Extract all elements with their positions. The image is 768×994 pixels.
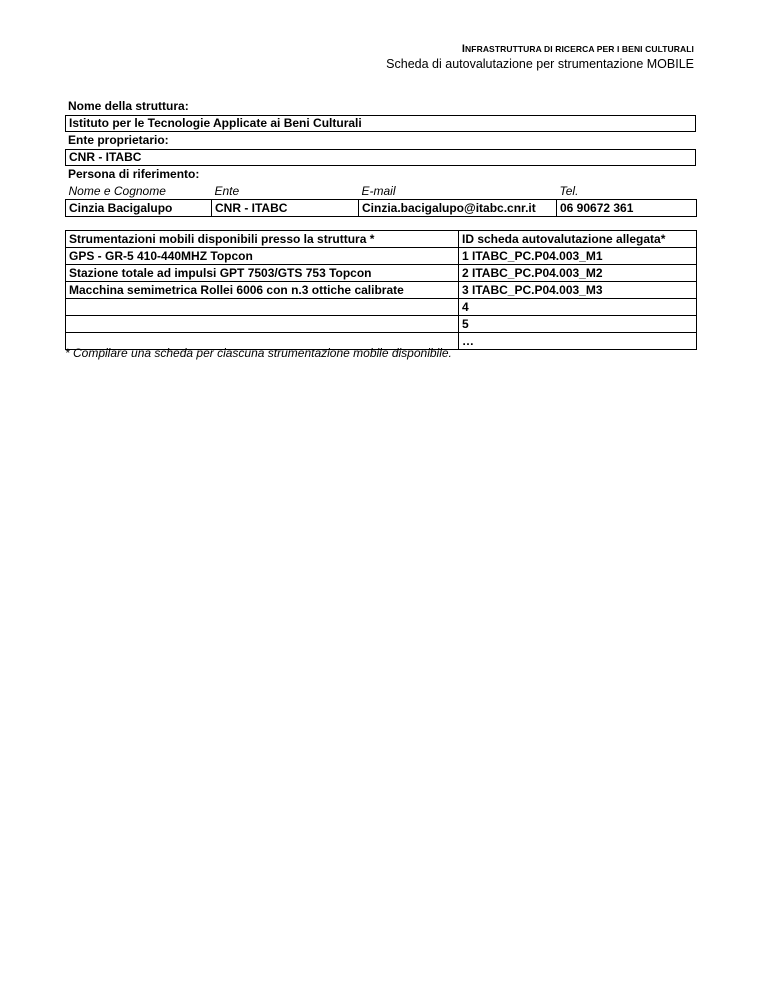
instrument-name	[66, 299, 459, 316]
instrument-name	[66, 316, 459, 333]
instrument-id: 1 ITABC_PC.P04.003_M1	[459, 248, 697, 265]
contact-email-value: Cinzia.bacigalupo@itabc.cnr.it	[359, 200, 557, 217]
instruments-header-name: Strumentazioni mobili disponibili presso la struttura *	[66, 231, 459, 248]
contact-entity-value: CNR - ITABC	[212, 200, 359, 217]
contact-tel-header: Tel.	[559, 184, 579, 198]
structure-name-label: Nome della struttura:	[68, 99, 189, 113]
instrument-name: GPS - GR-5 410-440MHZ Topcon	[66, 248, 459, 265]
instrument-name: Stazione totale ad impulsi GPT 7503/GTS 753 Topcon	[66, 265, 459, 282]
contact-header-row	[66, 183, 697, 200]
contact-value-row	[66, 200, 697, 217]
contact-table	[65, 183, 697, 217]
contact-email-header: E-mail	[361, 184, 396, 198]
header-title-initial: I	[461, 43, 466, 55]
table-row	[66, 248, 697, 265]
instrument-id: …	[459, 333, 697, 350]
contact-name-value: Cinzia Bacigalupo	[66, 200, 212, 217]
structure-name-field: Istituto per le Tecnologie Applicate ai Beni Culturali	[65, 115, 696, 132]
header-title-rest: NFRASTRUTTURA DI RICERCA PER I BENI CULTURALI	[465, 44, 694, 54]
structure-form	[65, 98, 696, 217]
table-row	[66, 299, 697, 316]
table-row	[66, 265, 697, 282]
instruments-header-row	[66, 231, 697, 248]
header-title	[386, 42, 694, 56]
instrument-id: 2 ITABC_PC.P04.003_M2	[459, 265, 697, 282]
page-header	[386, 42, 694, 72]
table-row	[66, 316, 697, 333]
contact-name-header: Nome e Cognome	[68, 184, 166, 198]
instrument-id: 3 ITABC_PC.P04.003_M3	[459, 282, 697, 299]
owner-field: CNR - ITABC	[65, 149, 696, 166]
header-subtitle: Scheda di autovalutazione per strumentazione MOBILE	[386, 57, 694, 71]
instruments-header-id: ID scheda autovalutazione allegata*	[459, 231, 697, 248]
instruments-table	[65, 230, 697, 350]
instrument-name: Macchina semimetrica Rollei 6006 con n.3 ottiche calibrate	[66, 282, 459, 299]
owner-label: Ente proprietario:	[68, 133, 169, 147]
table-row	[66, 282, 697, 299]
contact-tel-value: 06 90672 361	[557, 200, 697, 217]
contact-entity-header: Ente	[214, 184, 240, 198]
footnote: * Compilare una scheda per ciascuna strumentazione mobile disponibile.	[65, 346, 452, 360]
instrument-id: 4	[459, 299, 697, 316]
instrument-id: 5	[459, 316, 697, 333]
contact-label: Persona di riferimento:	[68, 167, 200, 181]
